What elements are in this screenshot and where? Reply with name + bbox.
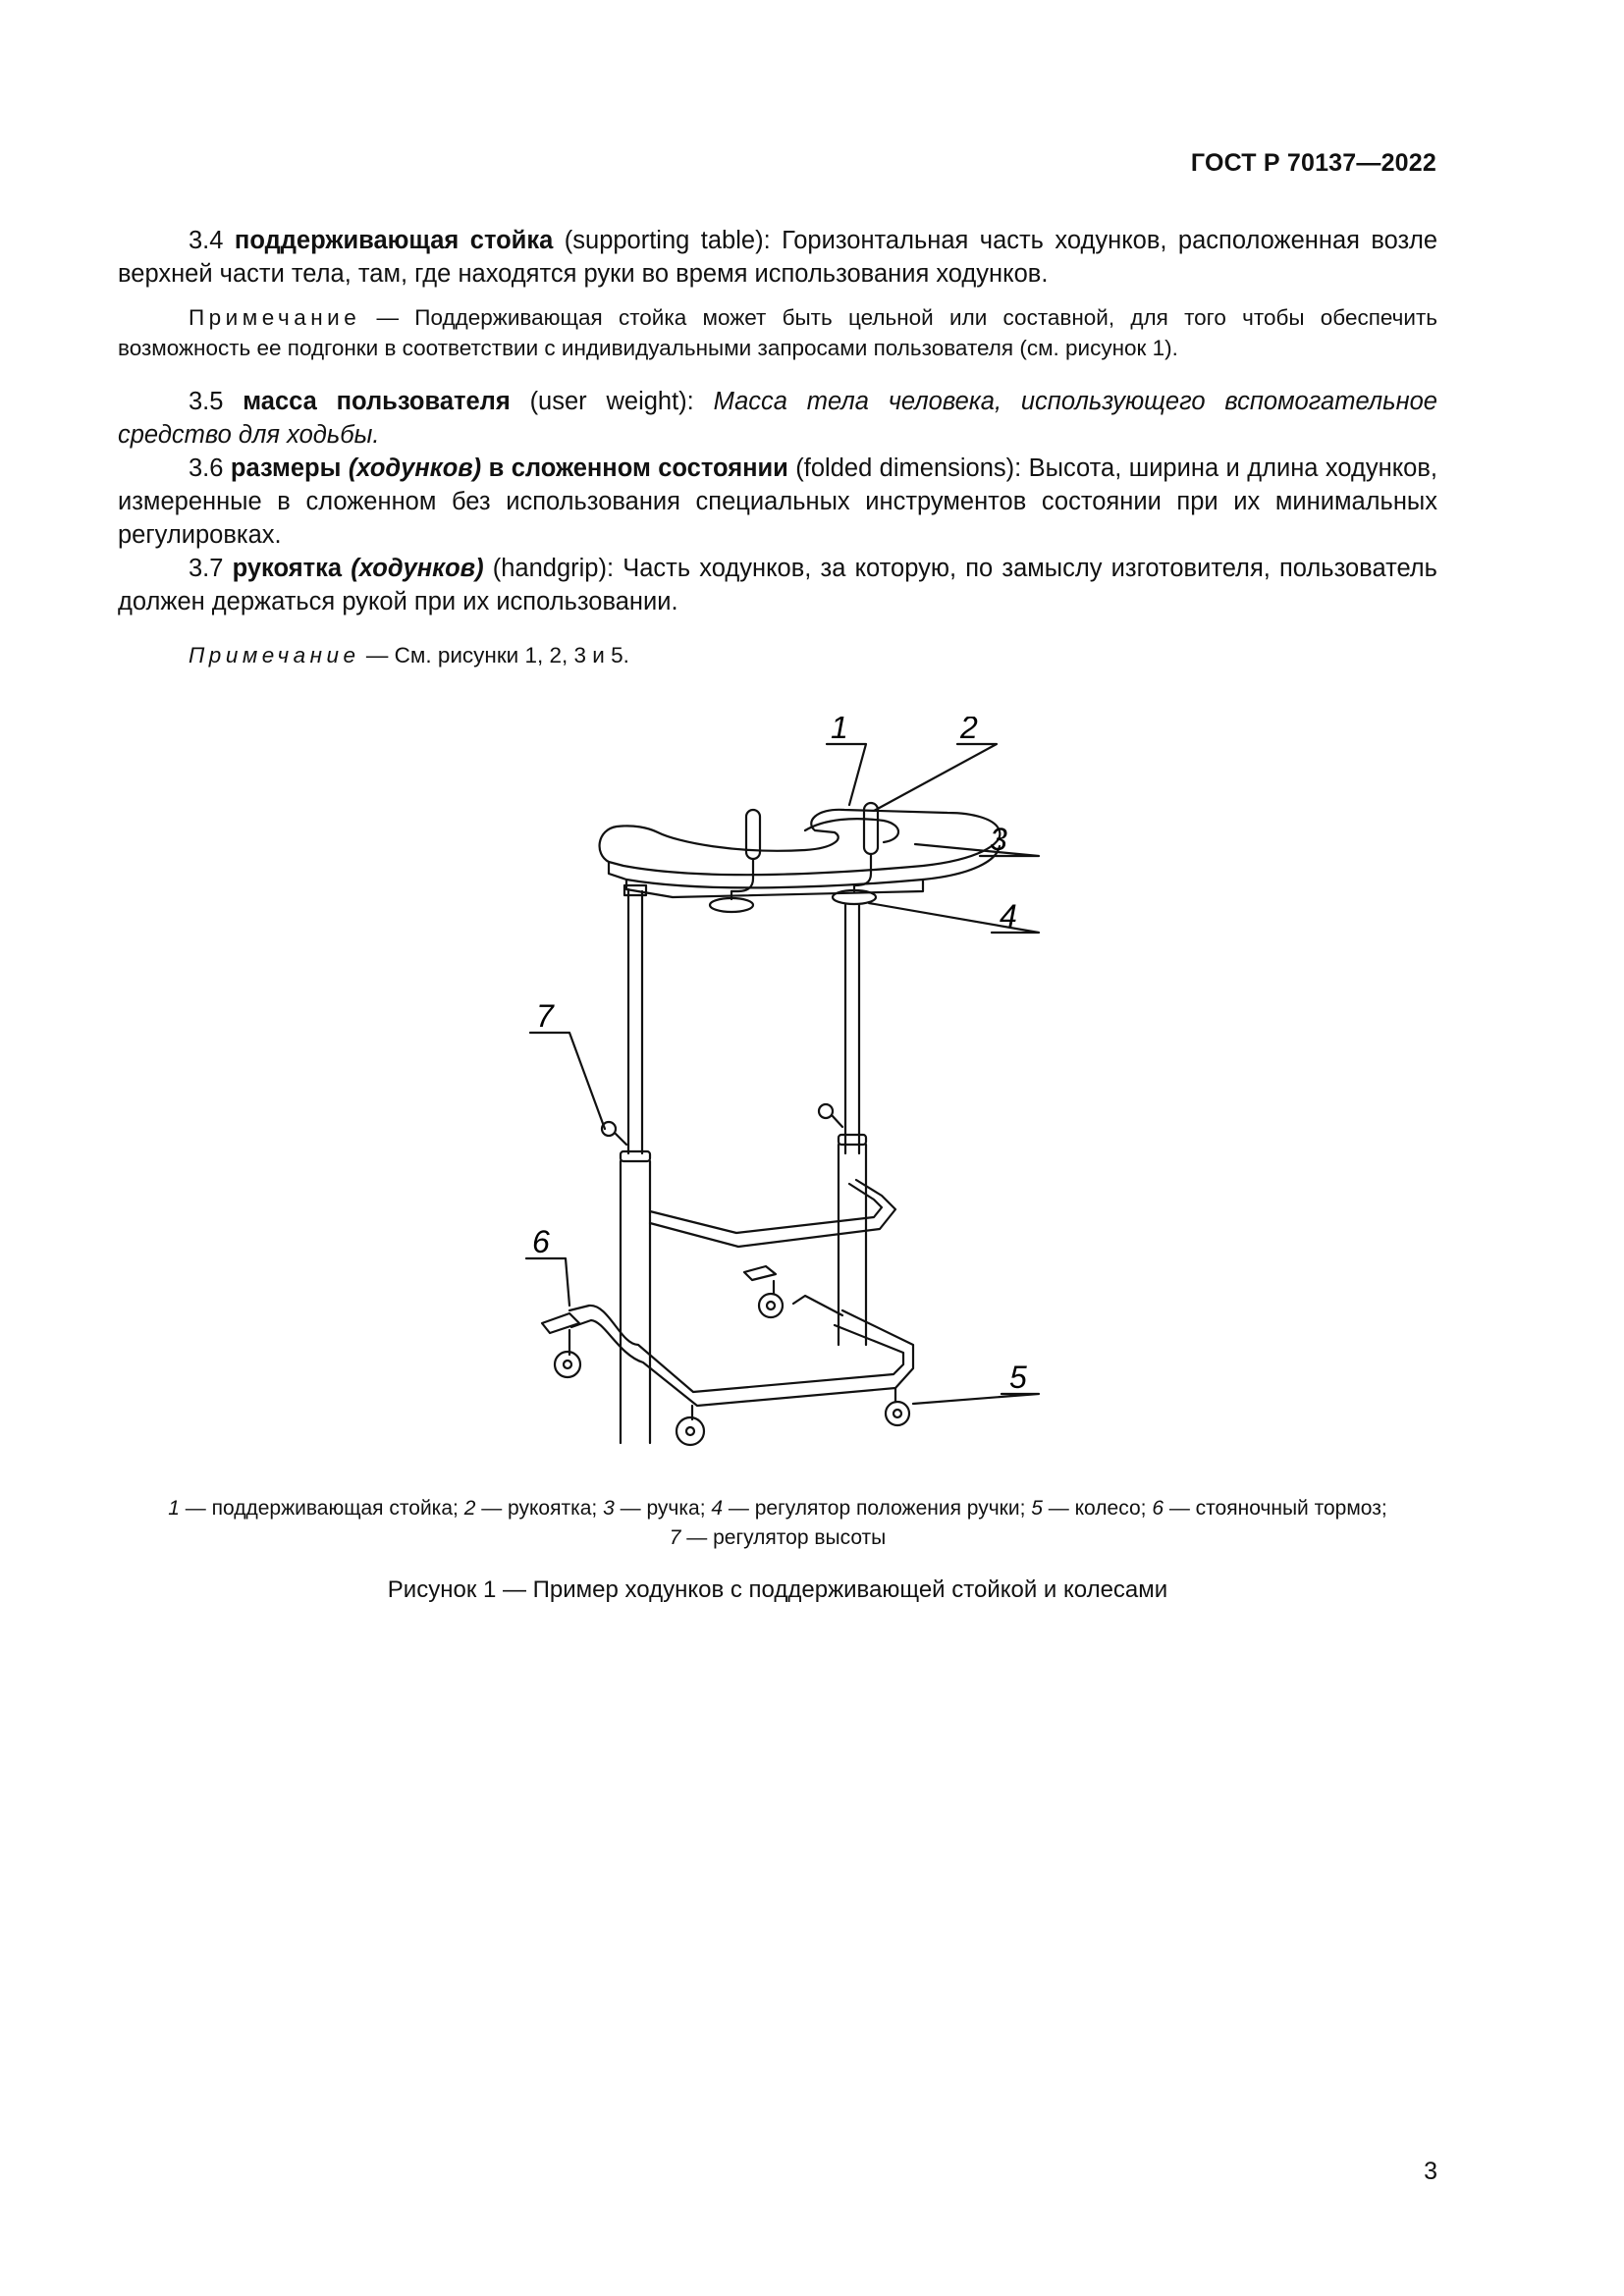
term-english: (supporting table): <box>564 227 771 254</box>
figure-label-7: 7 <box>536 998 554 1034</box>
section-3-6 <box>118 452 1437 552</box>
front-bar <box>650 1184 882 1233</box>
legend-item: 1 — поддерживающая стойка; <box>168 1497 459 1520</box>
note-text: — Поддерживающая стойка может быть цельной или составной, для того чтобы обеспечить возможность ее подгонки в соответствии с индивидуальными запросами пользователя (см. рисунок 1). <box>118 305 1437 360</box>
figure-legend <box>118 1494 1437 1553</box>
left-upper-post <box>628 889 642 1153</box>
parking-brake <box>542 1313 579 1333</box>
page-number: 3 <box>1424 2158 1437 2185</box>
figure-label-6: 6 <box>532 1224 550 1259</box>
note-1 <box>118 302 1437 363</box>
term-continued: в сложенном состоянии <box>488 454 788 482</box>
legend-item: 3 — ручка; <box>603 1497 706 1520</box>
figure-caption: Рисунок 1 — Пример ходунков с поддерживающей стойкой и колесами <box>387 1576 1168 1603</box>
section-number: 3.6 <box>189 454 224 482</box>
supporting-table <box>600 810 1001 875</box>
wheel-rear-right <box>886 1388 909 1425</box>
figure-label-3: 3 <box>990 822 1007 857</box>
figure-label-1: 1 <box>831 717 848 745</box>
right-upper-post <box>845 905 859 1153</box>
term-english: (user weight): <box>529 388 694 415</box>
wheel-front-right <box>759 1281 783 1317</box>
note-label: Примечание <box>189 305 361 330</box>
walker-drawing <box>511 717 1060 1482</box>
note-label: Примечание <box>189 643 360 667</box>
height-regulator-knob-right <box>819 1104 833 1118</box>
term: поддерживающая стойка <box>234 227 554 254</box>
legend-item: 4 — регулятор положения ручки; <box>711 1497 1026 1520</box>
term-qualifier: (ходунков) <box>351 555 484 582</box>
note-2 <box>118 640 1437 670</box>
section-number: 3.5 <box>189 388 224 415</box>
section-number: 3.7 <box>189 555 224 582</box>
section-number: 3.4 <box>189 227 224 254</box>
definition: Масса тела человека, использующего вспомогательное средство для ходьбы. <box>118 388 1437 449</box>
term: размеры <box>230 454 342 482</box>
legend-item: 7 — регулятор высоты <box>669 1526 887 1549</box>
term: рукоятка <box>232 555 343 582</box>
legend-item: 5 — колесо; <box>1031 1497 1147 1520</box>
document-header: ГОСТ Р 70137—2022 <box>1190 149 1436 177</box>
left-lower-tube <box>621 1161 650 1443</box>
figure-label-4: 4 <box>1000 898 1017 934</box>
definition: Высота, ширина и длина ходунков, измеренные в сложенном без использования специальных инструментов состоянии при их минимальных регулировках. <box>118 454 1437 549</box>
document-body <box>118 224 1437 692</box>
figure-label-5: 5 <box>1009 1360 1027 1395</box>
figure-label-2: 2 <box>960 717 978 745</box>
definition: Часть ходунков, за которую, по замыслу изготовителя, пользователь должен держаться рукой при их использовании. <box>118 555 1437 615</box>
term: масса пользователя <box>243 388 511 415</box>
definition: Горизонтальная часть ходунков, расположенная возле верхней части тела, там, где находятся руки во время использования ходунков. <box>118 227 1438 288</box>
note-text: — См. рисунки 1, 2, 3 и 5. <box>365 643 629 667</box>
legend-item: 2 — рукоятка; <box>463 1497 598 1520</box>
height-collar-right <box>839 1135 866 1145</box>
section-3-7 <box>118 552 1437 618</box>
legend-item: 6 — стояночный тормоз; <box>1152 1497 1387 1520</box>
figure-walker-illustration <box>511 717 1060 1482</box>
wheel-rear-left <box>677 1406 704 1445</box>
term-english: (folded dimensions): <box>795 454 1022 482</box>
section-3-5 <box>118 385 1437 452</box>
term-english: (handgrip): <box>492 555 615 582</box>
section-3-4 <box>118 224 1437 291</box>
term-qualifier: (ходунков) <box>348 454 482 482</box>
wheel-front-left <box>555 1330 580 1377</box>
height-collar-left <box>621 1151 650 1161</box>
